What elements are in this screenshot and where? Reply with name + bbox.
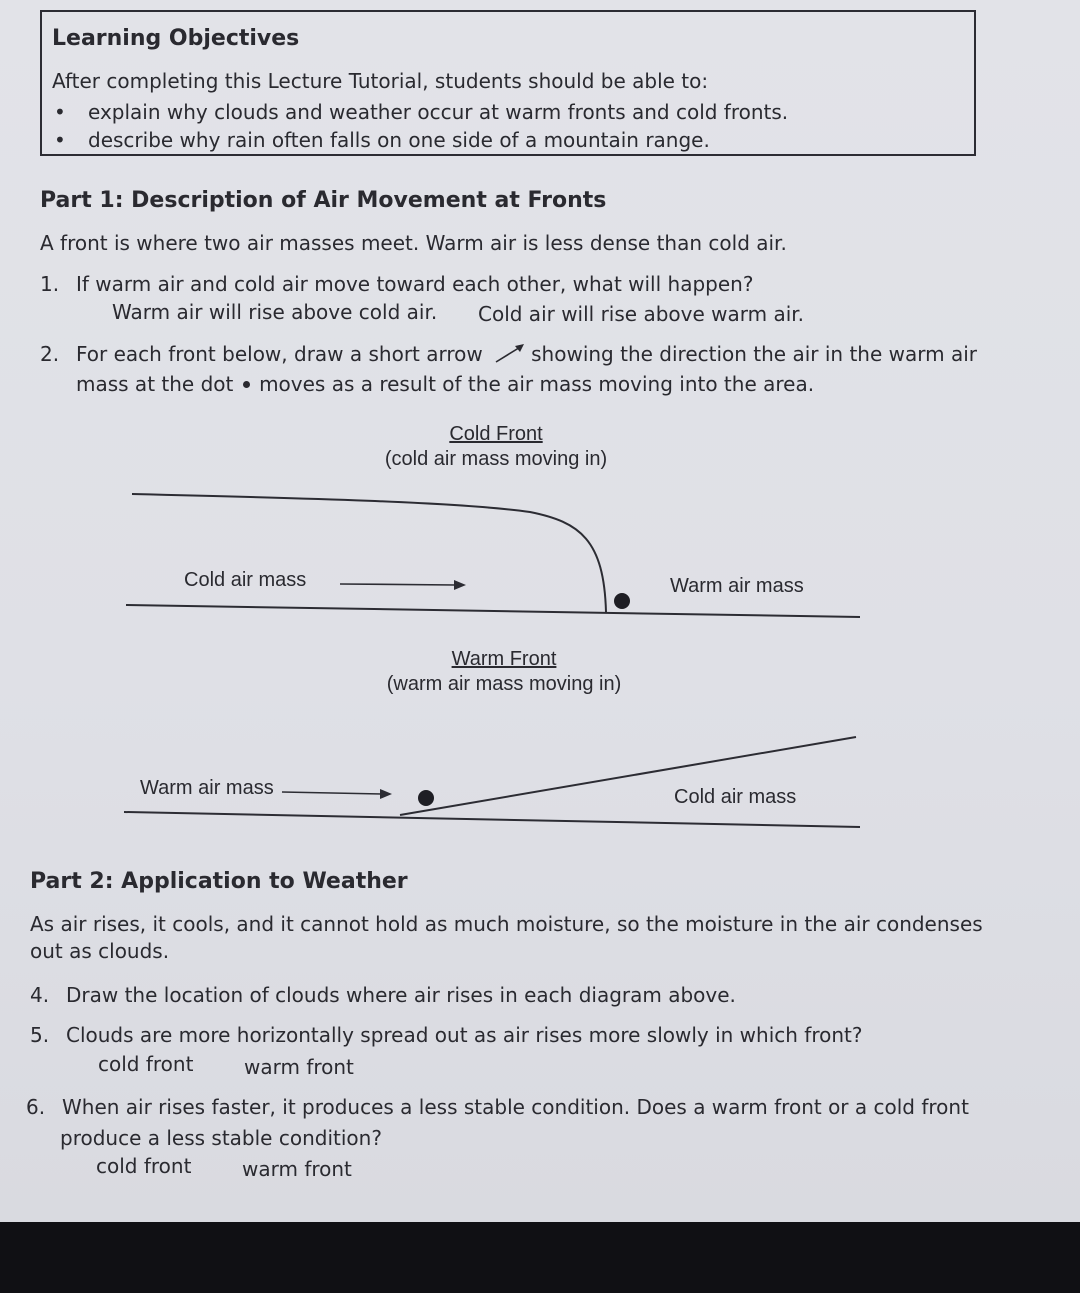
warm-front-subtitle: (warm air mass moving in): [386, 673, 622, 695]
part1-heading: Part 1: Description of Air Movement at Fronts: [40, 188, 607, 213]
warm-front-left-label: Warm air mass: [140, 777, 274, 799]
warm-front-title: Warm Front: [451, 648, 557, 670]
q5-option-warm-front[interactable]: warm front: [244, 1055, 354, 1079]
question-2-text-b: showing the direction the air in the warm air: [531, 342, 977, 366]
question-5-text: Clouds are more horizontally spread out as air rises more slowly in which front?: [66, 1023, 863, 1047]
question-number: 6.: [26, 1095, 46, 1119]
cold-front-left-label: Cold air mass: [184, 569, 307, 591]
question-number: 2.: [40, 342, 60, 366]
q1-option-cold-rises[interactable]: Cold air will rise above warm air.: [478, 302, 805, 326]
cold-front-arrow: [340, 584, 456, 585]
warm-front-arrow: [282, 792, 382, 794]
warm-front-dot[interactable]: [418, 790, 434, 806]
question-6: [26, 1095, 969, 1119]
part1-intro: A front is where two air masses meet. Warm air is less dense than cold air.: [40, 231, 787, 255]
warm-front-ground: [124, 812, 860, 827]
objective-item: • explain why clouds and weather occur at warm fronts and cold fronts.: [52, 98, 788, 126]
warm-front-right-label: Cold air mass: [674, 786, 797, 808]
question-4-text: Draw the location of clouds where air rises in each diagram above.: [66, 983, 736, 1007]
part2-intro-line1: As air rises, it cools, and it cannot hold as much moisture, so the moisture in the air condenses: [30, 912, 983, 936]
question-4: [30, 983, 736, 1007]
part2-intro-line2: out as clouds.: [30, 939, 170, 963]
q6-option-cold-front[interactable]: cold front: [96, 1154, 192, 1178]
objective-item: • describe why rain often falls on one side of a mountain range.: [52, 126, 788, 154]
question-6-text-line1: When air rises faster, it produces a less stable condition. Does a warm front or a cold front: [62, 1095, 969, 1119]
cold-front-ground: [126, 605, 860, 617]
cold-front-right-label: Warm air mass: [670, 575, 804, 597]
question-1-text: If warm air and cold air move toward each other, what will happen?: [76, 272, 754, 296]
question-number: 1.: [40, 272, 60, 296]
question-6-text-line2: produce a less stable condition?: [60, 1126, 382, 1150]
q5-option-cold-front[interactable]: cold front: [98, 1052, 194, 1076]
objectives-title: Learning Objectives: [52, 26, 300, 51]
part2-heading: Part 2: Application to Weather: [30, 869, 408, 894]
question-5: [30, 1023, 863, 1047]
objectives-intro: After completing this Lecture Tutorial, students should be able to:: [52, 69, 709, 93]
question-number: 4.: [30, 983, 50, 1007]
cold-front-arrowhead: [454, 580, 466, 590]
question-2-text-d: moves as a result of the air mass moving into the area.: [259, 372, 815, 396]
question-2-text-a: For each front below, draw a short arrow: [76, 342, 483, 366]
q1-option-warm-rises[interactable]: Warm air will rise above cold air.: [112, 300, 438, 324]
question-2-text-c: mass at the dot: [76, 372, 234, 396]
cold-front-boundary: [132, 494, 606, 612]
warm-front-arrowhead: [380, 789, 392, 799]
cold-front-dot[interactable]: [614, 593, 630, 609]
cold-front-subtitle: (cold air mass moving in): [384, 448, 608, 470]
cold-front-title: Cold Front: [449, 423, 543, 445]
question-number: 5.: [30, 1023, 50, 1047]
q6-option-warm-front[interactable]: warm front: [242, 1157, 352, 1181]
